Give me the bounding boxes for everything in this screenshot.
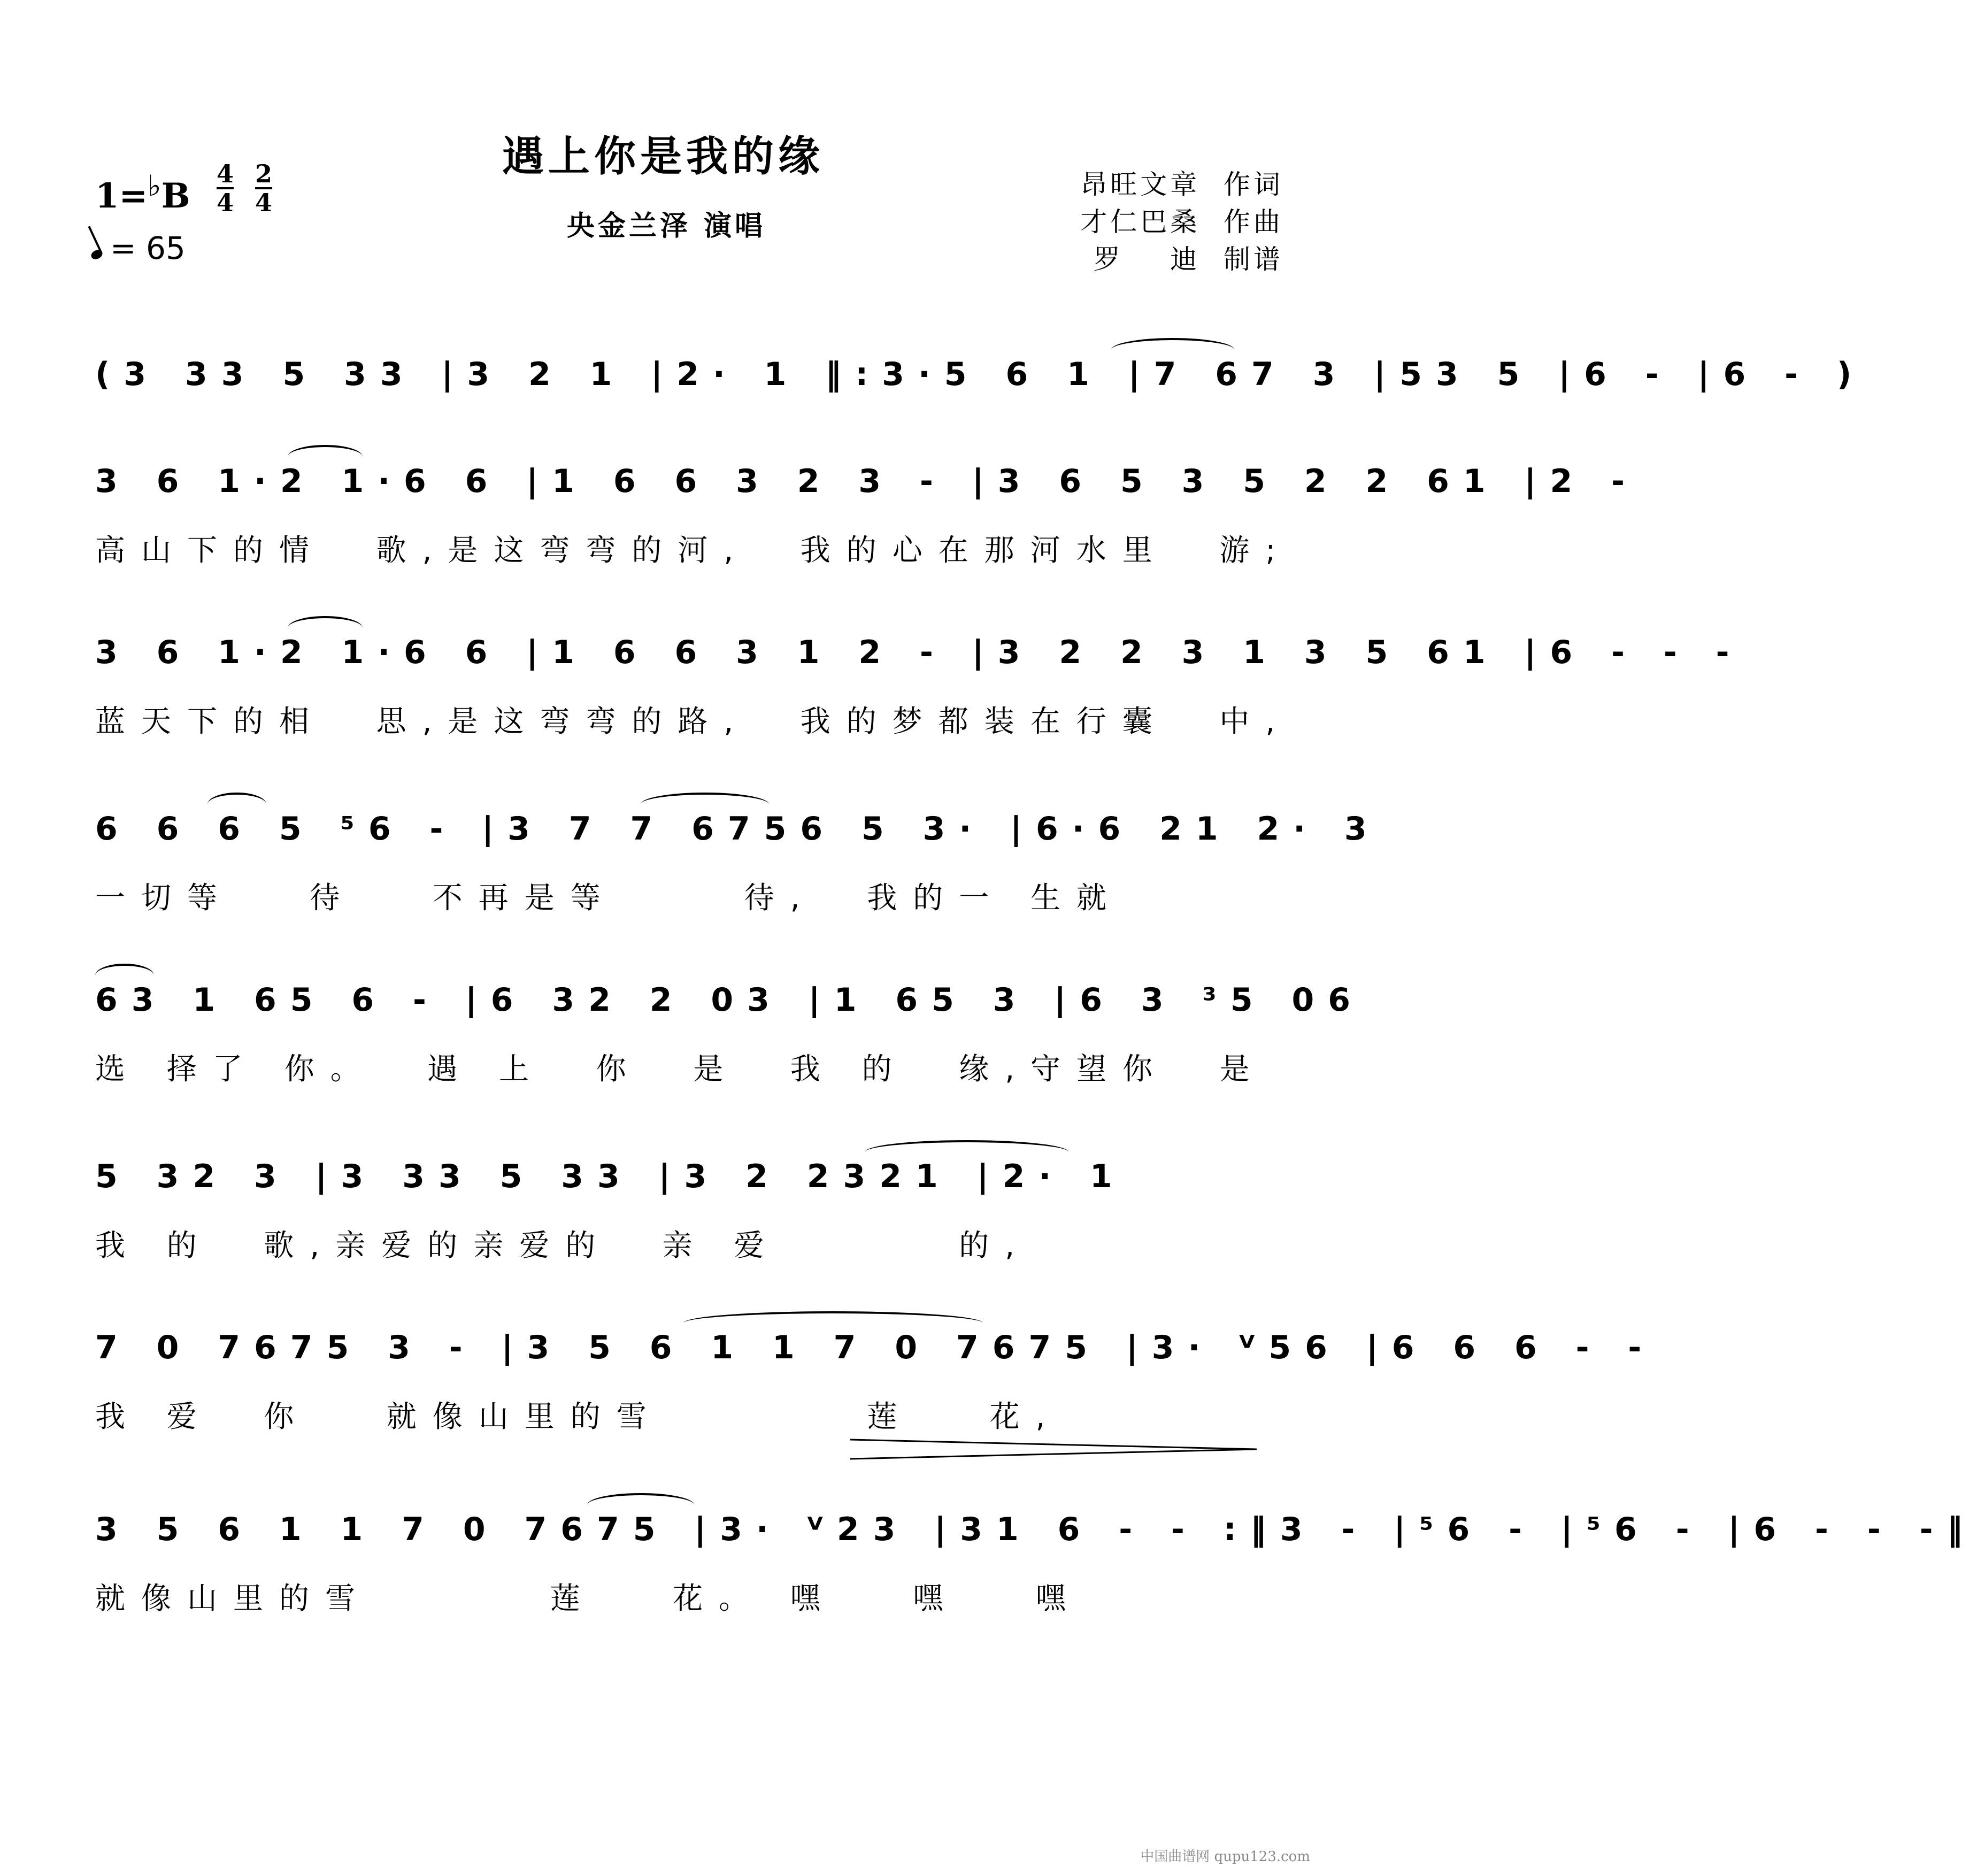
watermark: 中国曲谱网 qupu123.com [1140, 1849, 1310, 1865]
ts1-bottom: 4 [217, 188, 234, 217]
notes-line: 3 5 6 1 1 7 0 7675 |3· ⱽ23 |31 6 - - :‖3 - |⁵6 - |⁵6 - |6 - - -‖ [95, 1511, 1977, 1548]
composer-credit: 才仁巴桑 作曲 [1080, 206, 1283, 237]
slur [683, 1311, 983, 1335]
notes-line: (3 33 5 33 |3 2 1 |2· 1 ‖:3·5 6 1 |7 67 3 |53 5 |6 - |6 - ) [95, 356, 1866, 393]
ts2-bottom: 4 [255, 188, 273, 217]
lyrics-line: 选 择了 你。 遇 上 你 是 我 的 缘,守望你 是 [95, 1052, 1266, 1087]
lyrics-line: 蓝天下的相 思,是这弯弯的路, 我的梦都装在行囊 中, [95, 704, 1291, 739]
quarter-note-icon [90, 248, 104, 261]
lyrics-line: 就像山里的雪 莲 花。 嘿 嘿 嘿 [95, 1581, 1082, 1616]
slur [641, 793, 769, 816]
notes-line: 6 6 6 5 ⁵6 - |3 7 7 6756 5 3· |6·6 21 2· 3 [95, 810, 1381, 848]
lyrics-line: 我 的 歌,亲爱的亲爱的 亲 爱 的, [95, 1228, 1031, 1263]
decrescendo-hairpin [850, 1439, 1257, 1460]
notes-line: 5 32 3 |3 33 5 33 |3 2 2321 |2· 1 [95, 1158, 1126, 1195]
notes-line: 63 1 65 6 - |6 32 2 03 |1 65 3 |6 3 ³5 06 [95, 981, 1364, 1019]
ts1-top: 4 [217, 159, 234, 188]
slur [95, 964, 154, 987]
lyrics-line: 一切等 待 不再是等 待, 我的一 生就 [95, 881, 1123, 916]
credits-block [1080, 166, 1283, 278]
time-signature-2 [255, 160, 272, 216]
slur [207, 793, 266, 816]
flat-symbol: ♭ [148, 168, 161, 203]
time-signatures [217, 160, 294, 216]
notes-line: 7 0 7675 3 - |3 5 6 1 1 7 0 7675 |3· ⱽ56 |6 6 6 - - [95, 1329, 1656, 1366]
notes-line: 3 6 1·2 1·6 6 |1 6 6 3 2 3 - |3 6 5 3 5 2 2 61 |2 - [95, 463, 1638, 500]
tie [1111, 338, 1234, 362]
lyrics-line: 高山下的情 歌,是这弯弯的河, 我的心在那河水里 游; [95, 533, 1292, 568]
tempo-marking [91, 230, 186, 266]
time-signature-1 [217, 160, 234, 216]
ts2-top: 2 [255, 159, 273, 188]
key-note: B [161, 176, 190, 216]
lyricist-credit: 昂旺文章 作词 [1080, 169, 1283, 200]
notes-line: 3 6 1·2 1·6 6 |1 6 6 3 1 2 - |3 2 2 3 1 3 5 61 |6 - - - [95, 634, 1743, 671]
slur [865, 1140, 1068, 1164]
key-prefix: 1= [95, 176, 148, 216]
slur [288, 445, 363, 468]
slur [587, 1493, 694, 1517]
performer-credit: 央金兰泽 演唱 [567, 210, 766, 242]
tempo-value: = 65 [110, 230, 186, 266]
lyrics-line: 我 爱 你 就像山里的雪 莲 花, [95, 1400, 1061, 1434]
transcriber-credit: 罗 迪 制谱 [1093, 244, 1283, 275]
key-signature [95, 168, 190, 216]
slur [288, 616, 363, 640]
song-title: 遇上你是我的缘 [502, 132, 824, 181]
